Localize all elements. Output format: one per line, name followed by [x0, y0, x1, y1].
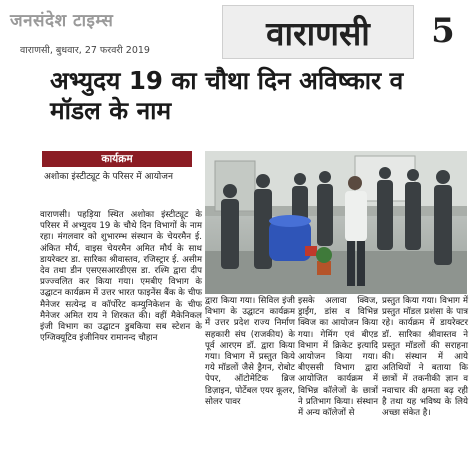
dateline: वाराणसी, बुधवार, 27 फरवरी 2019	[20, 45, 150, 56]
subhead: अशोका इंस्टीट्यूट के परिसर में आयोजन	[44, 172, 173, 182]
article-column-1: वाराणसी। पहड़िया स्थित अशोका इंस्टीट्यूट के परिसर में अभ्युदय 19 के चौथे दिन विभागों के नाम रहा। मंगलवार को शुभारम्भ संस्थान के चेयरमैन ई. अंकित मौर्य, वाइस चेयरमैन अमित मौर्य के साथ डायरेक्टर डा. सारिका श्रीवास्तव, रजिस्ट्रार ई. असीम देव तथा डीन एसएसआरडीएस डा. रश्मि द्वारा दीप प्रज्ज्वलित कर किया गया। एमबीए विभाग के उद्घाटन कार्यक्रम में उत्तर भारत फाइनेंस बैंक के चीफ मैनेजर सत्येन्द्र व कॉर्पोरेट कम्युनिकेशन के चीफ मैनेजर अमित राय ने शिरकत की। वहीं मैकेनिकल इंजी विभाग का उद्घाटन डुबकिया सब स्टेशन के एग्जिक्यूटिव इंजीनियर रामानन्द चौहान	[40, 210, 202, 344]
headline: अभ्युदय 19 का चौथा दिन अविष्कार व मॉडल के नाम	[50, 66, 404, 125]
article-column-2: द्वारा किया गया। सिविल इंजी विभाग के उद्घाटन कार्यक्रम में उत्तर प्रदेश राज्य निर्माण सहकारी संघ (राजकीय) के पूर्व आरएम डॉ. द्वारा किया गया। विभाग में प्रस्तुत किये गये मॉडलों जैसे ड्रैगन, रोबोट पेपर, ऑटोमेटिक ब्रिज डिज़ाइन, पोर्टेबल एयर कूलर, सोलर पावर	[205, 296, 295, 407]
article-column-4: प्रस्तुत किया गया। विभाग में प्रस्तुत मॉडल प्रशंसा के पात्र रहे। कार्यक्रम में डायरेक्टर डॉ. सारिका श्रीवास्तव ने प्रस्तुत मॉडलों की सराहना की। संस्थान में आये अतिथियों ने बताया कि छात्रों में तकनीकी ज्ञान व नवाचार की क्षमता बढ़ रही है तथा यह भविष्य के लिये अच्छा संकेत है।	[382, 296, 468, 419]
article-column-3: इसके अलावा क्विज, ड्राईंग, डांस व विभिन्न क्विज का आयोजन किया गया। गेमिंग एवं बीएड विभाग में क्रिकेट इत्यादि आयोजन किया गया। बीएससी विभाग द्वारा आयोजित कार्यक्रम में विभिन्न कॉलेजों के छात्रों ने प्रतिभाग किया। संस्थान में अन्य कॉलेजों से	[298, 296, 378, 419]
kicker-label: कार्यक्रम	[42, 151, 192, 167]
photo-illustration	[205, 151, 467, 294]
page-number: 5	[431, 11, 455, 51]
masthead	[0, 0, 472, 62]
city-banner: वाराणसी	[222, 5, 414, 59]
newspaper-name: जनसंदेश टाइम्स	[10, 11, 114, 31]
news-photo	[205, 151, 467, 294]
